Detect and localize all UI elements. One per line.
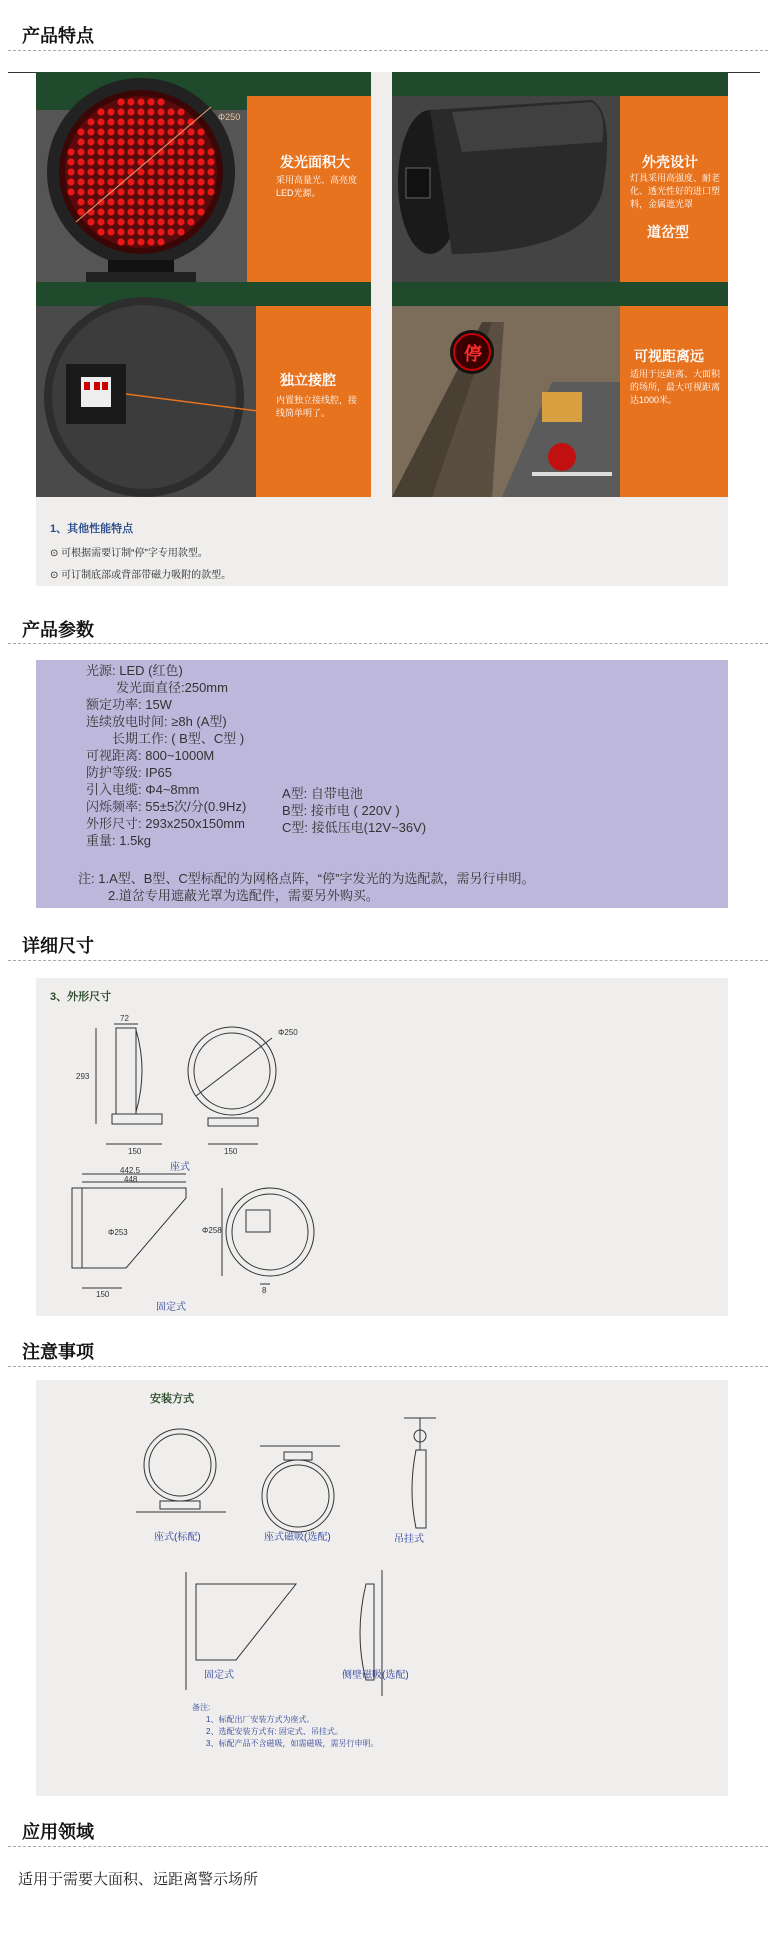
install-caption: 座式(标配) [154, 1532, 201, 1543]
led-dot [167, 108, 174, 115]
led-dot [137, 238, 144, 245]
led-dot [117, 98, 124, 105]
feature-title: 发光面积大 [280, 154, 350, 170]
led-dot [117, 108, 124, 115]
led-dot [137, 218, 144, 225]
led-dot [177, 108, 184, 115]
led-dot [117, 198, 124, 205]
led-dot [87, 198, 94, 205]
led-dot [197, 178, 204, 185]
feature-text: 适用于远距离、大面积的场所，最大可视距离达1000米。 [630, 369, 721, 405]
led-dot [167, 178, 174, 185]
feature-text: 灯具采用高强度、耐老化、透光性好的进口塑料，金属遮光罩 [630, 173, 721, 209]
other-feature-item: ⊙ 可根据需要订制“停”字专用款型。 [50, 548, 208, 559]
param-line: 长期工作: ( B型、C型 ) [112, 731, 245, 746]
led-dot [77, 198, 84, 205]
led-dot [77, 148, 84, 155]
led-dot [187, 158, 194, 165]
led-dot [207, 168, 214, 175]
section-title-dimensions: 详细尺寸 [22, 936, 94, 956]
section-title-features: 产品特点 [22, 26, 94, 46]
divider [8, 1366, 768, 1367]
install-caption: 座式磁吸(选配) [264, 1532, 331, 1543]
led-dot [197, 188, 204, 195]
led-dot [97, 138, 104, 145]
led-dot [167, 158, 174, 165]
led-dot [137, 188, 144, 195]
led-dot [127, 118, 134, 125]
led-dot [177, 118, 184, 125]
led-dot [147, 168, 154, 175]
led-dot [137, 178, 144, 185]
feature-title: 独立接腔 [280, 372, 336, 388]
led-dot [147, 218, 154, 225]
led-dot [127, 128, 134, 135]
led-dot [77, 158, 84, 165]
led-dot [187, 198, 194, 205]
param-line: 闪烁频率: 55±5次/分(0.9Hz) [86, 799, 247, 814]
led-dot [147, 228, 154, 235]
stop-sign-glyph: 停 [464, 344, 482, 364]
param-note: 注: 1.A型、B型、C型标配的为网格点阵，“停”字发光的为选配款，需另行申明。 [78, 871, 535, 886]
param-line: 防护等级: IP65 [86, 765, 172, 780]
led-dot [167, 208, 174, 215]
led-dot [127, 108, 134, 115]
dim-label: Φ253 [108, 1228, 128, 1237]
led-dot [67, 148, 74, 155]
param-line: 额定功率: 15W [86, 697, 172, 712]
led-dot [67, 188, 74, 195]
led-dot [187, 178, 194, 185]
dim-caption: 固定式 [156, 1302, 186, 1313]
led-dot [157, 178, 164, 185]
led-dot [147, 238, 154, 245]
led-dot [187, 208, 194, 215]
led-dot [147, 188, 154, 195]
led-dot [77, 178, 84, 185]
install-caption: 吊挂式 [394, 1534, 424, 1545]
led-dot [197, 208, 204, 215]
dim-label: 150 [128, 1147, 142, 1156]
led-dot [157, 108, 164, 115]
type-line: A型: 自带电池 [282, 786, 363, 801]
led-dot [77, 208, 84, 215]
led-dot [167, 128, 174, 135]
led-dot [147, 198, 154, 205]
param-line: 发光面直径:250mm [116, 680, 228, 695]
feature-image-large-area [36, 72, 371, 282]
led-dot [157, 198, 164, 205]
install-drawings [36, 1380, 728, 1796]
led-dot [167, 118, 174, 125]
led-dot [97, 178, 104, 185]
led-dot [137, 98, 144, 105]
feature-text: 内置独立接线腔，接线简单明了。 [276, 395, 358, 418]
led-dot [157, 118, 164, 125]
led-dot [97, 218, 104, 225]
led-dot [97, 158, 104, 165]
led-dot [117, 218, 124, 225]
led-dot [127, 148, 134, 155]
divider [8, 50, 768, 51]
led-dot [207, 148, 214, 155]
led-dot [157, 188, 164, 195]
led-dot [147, 118, 154, 125]
led-dot [147, 98, 154, 105]
install-caption: 侧壁磁吸(选配) [342, 1670, 409, 1681]
led-dot [137, 228, 144, 235]
led-dot [107, 228, 114, 235]
param-note: 2.道岔专用遮蔽光罩为选配件，需要另外购买。 [108, 888, 379, 903]
led-dot [147, 148, 154, 155]
led-dot [127, 138, 134, 145]
led-dot [87, 158, 94, 165]
led-dot [97, 108, 104, 115]
led-dot [197, 138, 204, 145]
type-line: C型: 接低压电(12V~36V) [282, 820, 427, 835]
remark-line: 2、选配安装方式有: 固定式、吊挂式。 [206, 1727, 343, 1736]
dim-label: Φ258 [202, 1226, 222, 1235]
led-dot [117, 138, 124, 145]
divider [8, 643, 768, 644]
led-dot [187, 168, 194, 175]
led-dot [87, 168, 94, 175]
remark-line: 1、标配出厂安装方式为座式。 [206, 1715, 315, 1724]
type-line: B型: 接市电 ( 220V ) [282, 803, 400, 818]
dim-caption: 座式 [170, 1162, 190, 1173]
led-dot [77, 128, 84, 135]
led-dot [207, 188, 214, 195]
shell-illustration [392, 72, 622, 282]
led-dot [137, 208, 144, 215]
param-line: 重量: 1.5kg [86, 833, 152, 848]
led-dot [167, 228, 174, 235]
install-title: 安装方式 [150, 1393, 194, 1405]
led-dot [167, 168, 174, 175]
led-dot [107, 178, 114, 185]
led-dot [117, 158, 124, 165]
feature-title: 可视距离远 [634, 348, 704, 364]
led-dot [127, 188, 134, 195]
led-dot [207, 178, 214, 185]
dim-label: 8 [262, 1286, 267, 1295]
led-dot [67, 158, 74, 165]
led-dot [127, 228, 134, 235]
param-line: 外形尺寸: 293x250x150mm [86, 816, 245, 831]
params-panel [36, 660, 728, 908]
led-dot [97, 168, 104, 175]
led-dot [117, 118, 124, 125]
led-dot [177, 148, 184, 155]
led-dot [197, 198, 204, 205]
led-dot [117, 228, 124, 235]
led-dot [107, 168, 114, 175]
led-dot [197, 168, 204, 175]
led-dot [197, 158, 204, 165]
led-dot [187, 218, 194, 225]
led-dot [157, 138, 164, 145]
features-panel [36, 72, 728, 586]
led-dot [127, 198, 134, 205]
led-dot [117, 208, 124, 215]
feature-image-shell [392, 72, 728, 282]
led-dot [107, 108, 114, 115]
led-dot [87, 118, 94, 125]
led-dot [107, 128, 114, 135]
led-dot [107, 208, 114, 215]
remark-line: 3、标配产品不含磁吸，如需磁吸，需另行申明。 [206, 1739, 379, 1748]
dim-label: 150 [96, 1290, 110, 1299]
led-dot [87, 188, 94, 195]
led-dot [127, 208, 134, 215]
led-dot [87, 218, 94, 225]
remark-title: 备注: [192, 1703, 211, 1712]
led-dot [177, 228, 184, 235]
led-dot [117, 148, 124, 155]
led-dot [147, 158, 154, 165]
led-dot [137, 118, 144, 125]
led-dot [87, 138, 94, 145]
section-title-notes: 注意事项 [22, 1342, 94, 1362]
led-dot [167, 218, 174, 225]
led-dot [67, 178, 74, 185]
feature-title: 外壳设计 [642, 154, 698, 170]
led-dot [177, 188, 184, 195]
led-dot [137, 148, 144, 155]
feature-image-terminal [36, 282, 371, 497]
section-title-params: 产品参数 [22, 620, 94, 640]
red-light-illustration [36, 72, 246, 282]
led-dot [157, 208, 164, 215]
notes-panel [36, 1380, 728, 1796]
led-dot [207, 158, 214, 165]
led-dot [177, 158, 184, 165]
dim-label: 442.5 [120, 1166, 141, 1175]
led-dot [107, 118, 114, 125]
feature-subtitle: 道岔型 [647, 224, 689, 240]
dimensions-title: 3、外形尺寸 [50, 991, 112, 1003]
param-line: 引入电缆: Φ4~8mm [86, 782, 200, 797]
dim-label: 448 [124, 1175, 138, 1184]
led-dot [187, 188, 194, 195]
dim-label: 150 [224, 1147, 238, 1156]
led-dot [127, 158, 134, 165]
led-dot [167, 188, 174, 195]
param-line: 连续放电时间: ≥8h (A型) [86, 714, 227, 729]
back-view-illustration [36, 282, 266, 497]
led-dot [127, 218, 134, 225]
led-dot [167, 148, 174, 155]
led-dot [117, 188, 124, 195]
dimensions-panel [36, 978, 728, 1316]
led-dot [107, 158, 114, 165]
led-dot [147, 128, 154, 135]
led-dot [197, 148, 204, 155]
led-dot [187, 128, 194, 135]
led-dot [97, 128, 104, 135]
led-dot [77, 188, 84, 195]
install-caption: 固定式 [204, 1670, 234, 1681]
led-dot [147, 178, 154, 185]
led-dot [167, 198, 174, 205]
led-dot [117, 128, 124, 135]
railway-illustration [392, 282, 622, 497]
led-dot [87, 128, 94, 135]
led-dot [177, 208, 184, 215]
diameter-label: Φ250 [218, 112, 241, 122]
led-dot [137, 168, 144, 175]
other-feature-item: ⊙ 可订制底部或背部带磁力吸附的款型。 [50, 570, 232, 581]
led-dot [77, 168, 84, 175]
led-dot [87, 178, 94, 185]
dim-label: 293 [76, 1072, 90, 1081]
param-line: 可视距离: 800~1000M [86, 748, 215, 763]
led-dot [107, 218, 114, 225]
led-dot [147, 138, 154, 145]
dim-label: 72 [120, 1014, 129, 1023]
led-dot [197, 128, 204, 135]
led-dot [137, 128, 144, 135]
led-dot [127, 238, 134, 245]
param-line: 光源: LED (红色) [86, 663, 183, 678]
divider [8, 960, 768, 961]
led-dot [157, 168, 164, 175]
led-dot [127, 178, 134, 185]
led-dot [157, 238, 164, 245]
led-dot [107, 138, 114, 145]
led-dot [177, 218, 184, 225]
led-dot [127, 98, 134, 105]
led-dot [97, 198, 104, 205]
led-dot [177, 168, 184, 175]
led-dot [117, 238, 124, 245]
application-text: 适用于需要大面积、远距离警示场所 [18, 1871, 259, 1888]
led-dot [177, 178, 184, 185]
led-dot [137, 108, 144, 115]
led-dot [137, 198, 144, 205]
led-dot [157, 128, 164, 135]
led-dot [77, 138, 84, 145]
other-features-title: 1、其他性能特点 [50, 523, 134, 535]
led-dot [157, 218, 164, 225]
led-dot [97, 228, 104, 235]
led-dot [107, 148, 114, 155]
led-dot [117, 168, 124, 175]
led-dot [177, 198, 184, 205]
led-dot [97, 118, 104, 125]
led-dot [107, 198, 114, 205]
feature-text: 采用高量光、高亮度LED光源。 [276, 175, 358, 198]
led-dot [147, 208, 154, 215]
led-dot [87, 148, 94, 155]
led-dot [157, 228, 164, 235]
divider [8, 1846, 768, 1847]
led-dot [97, 208, 104, 215]
led-dot [97, 148, 104, 155]
led-dot [157, 158, 164, 165]
led-dot [187, 138, 194, 145]
led-dot [97, 188, 104, 195]
led-dot [177, 138, 184, 145]
section-title-application: 应用领域 [22, 1822, 94, 1842]
led-dot [147, 108, 154, 115]
led-dot [67, 168, 74, 175]
dim-label: Φ250 [278, 1028, 298, 1037]
led-dot [157, 98, 164, 105]
led-dot [137, 138, 144, 145]
feature-image-visibility [392, 282, 728, 497]
led-dot [187, 148, 194, 155]
